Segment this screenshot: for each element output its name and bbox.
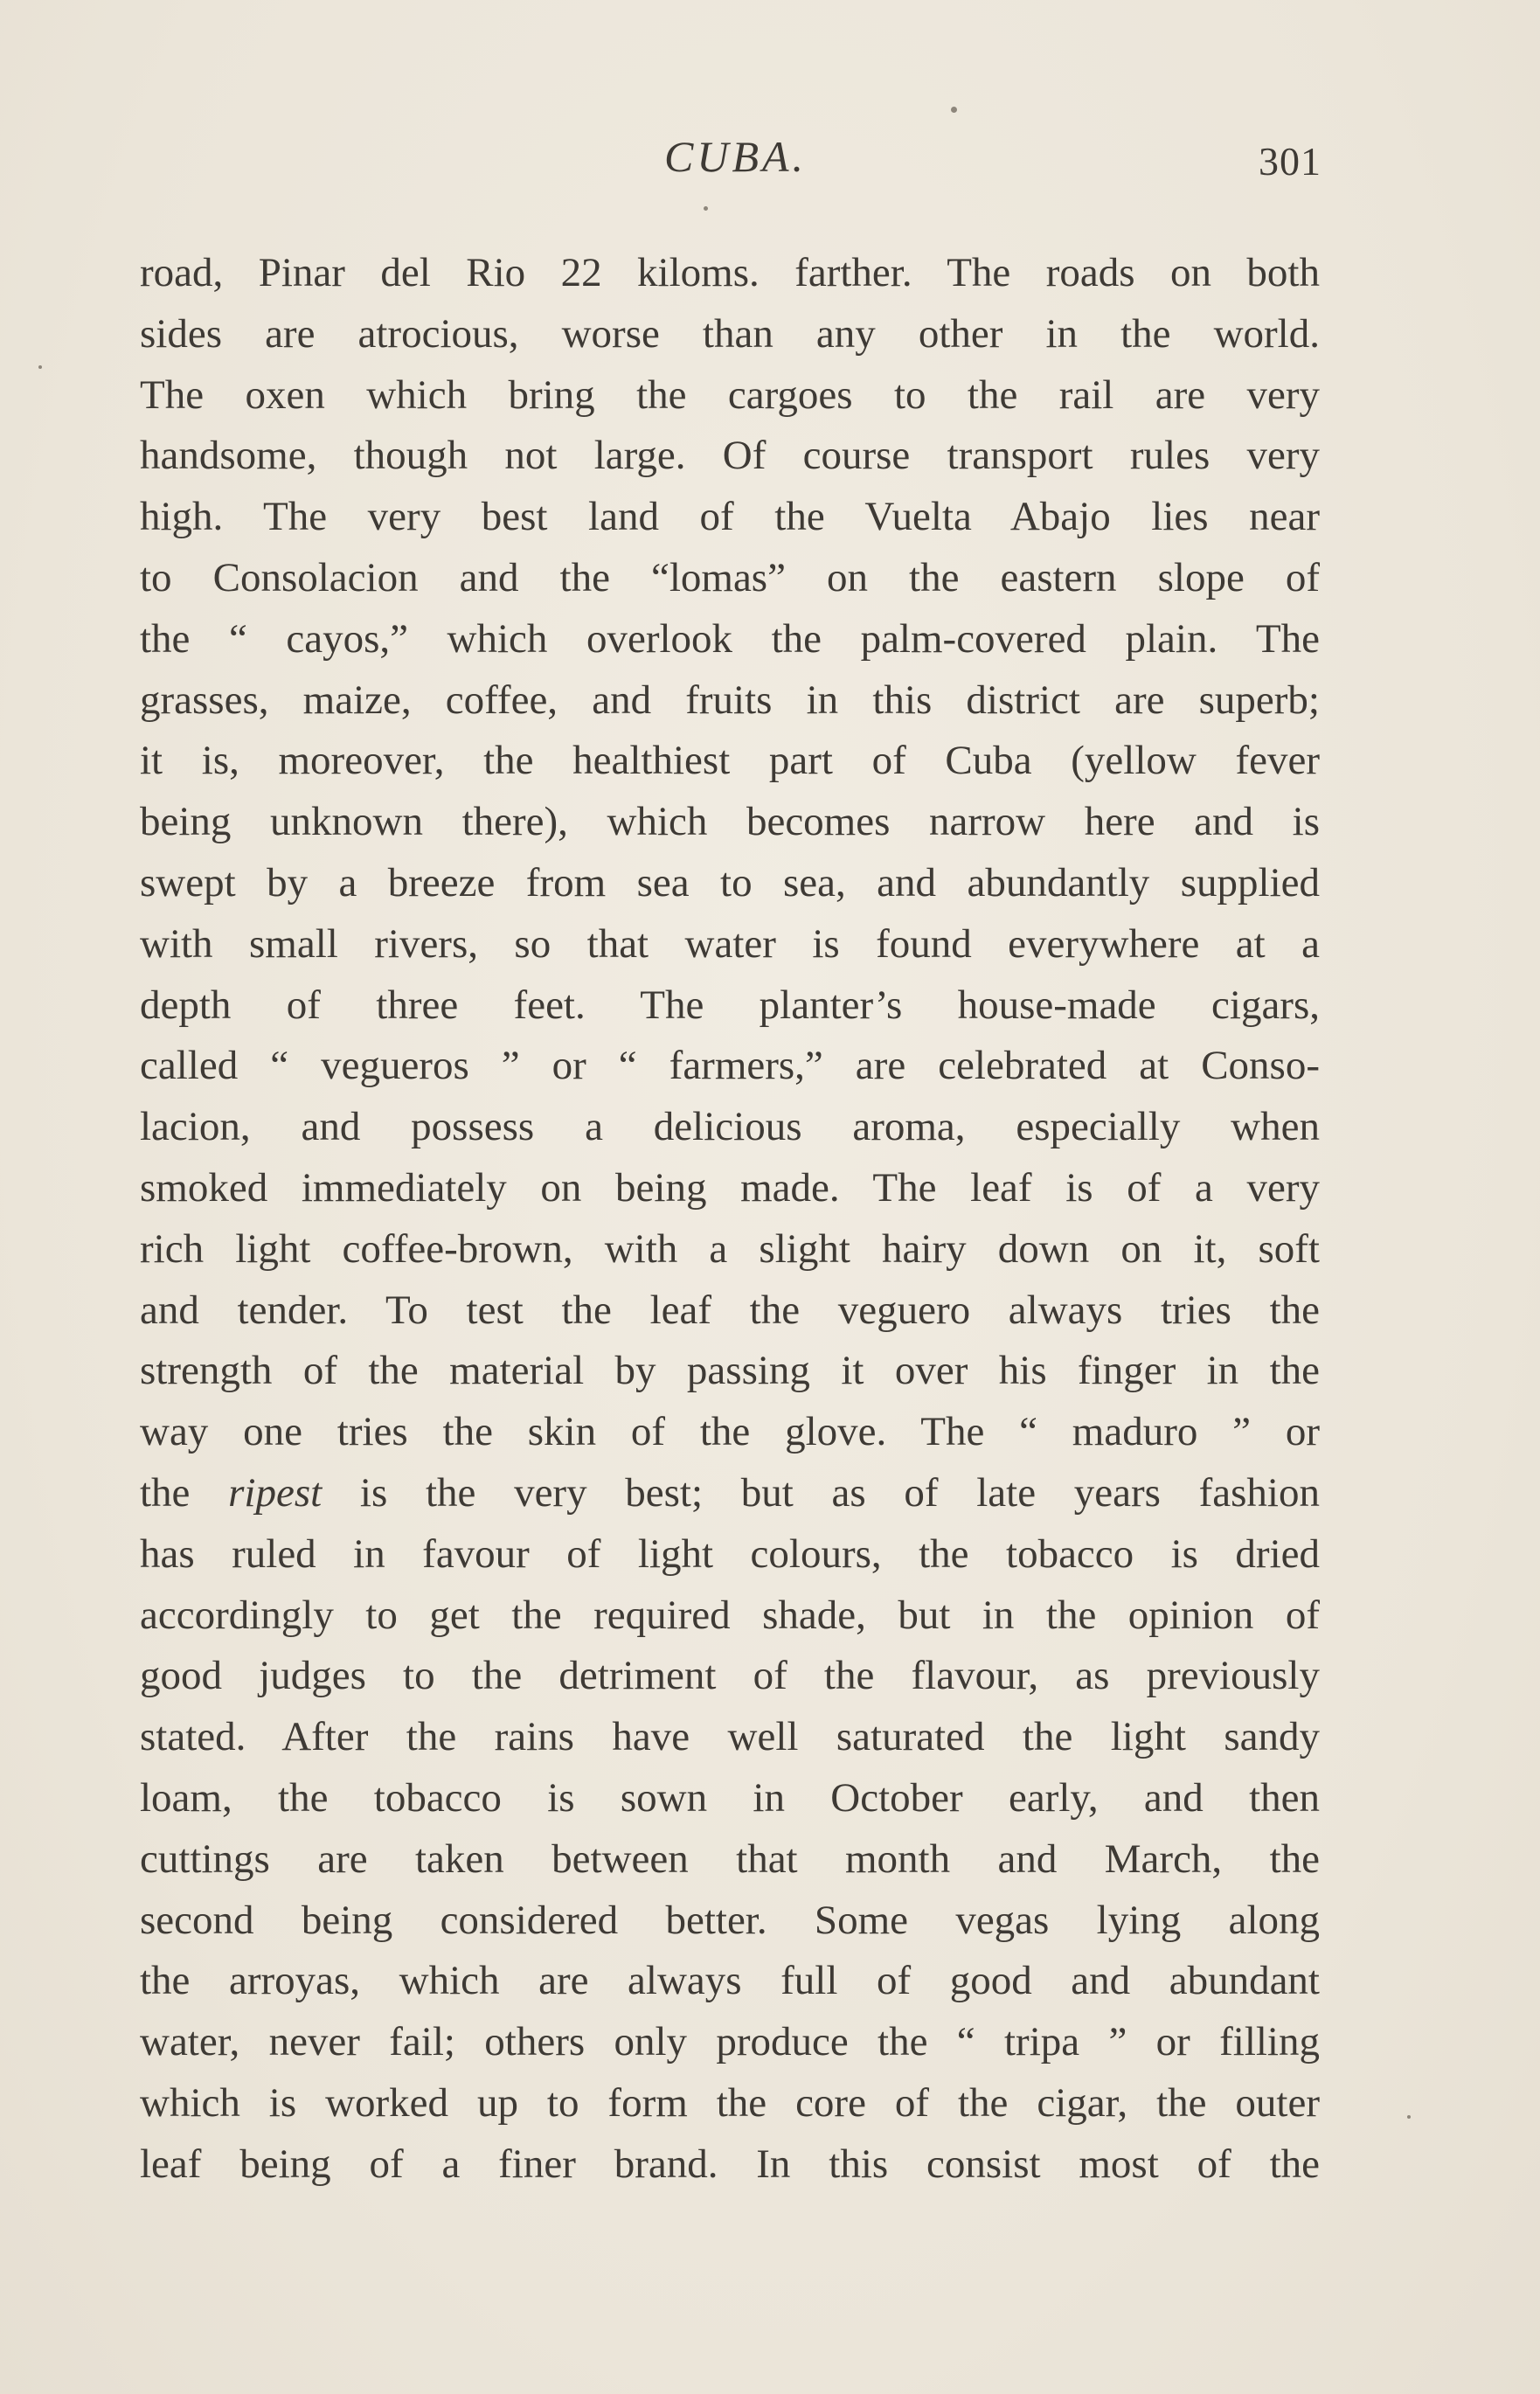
running-header [0,131,1540,192]
text-line: rich light coffee-brown, with a slight hairy down on it, soft [140,1225,1320,1272]
text-line: which is worked up to form the core of the cigar, the outer [140,2079,1320,2126]
text-line: swept by a breeze from sea to sea, and abundantly supplied [140,859,1320,906]
running-title: CUBA. [664,132,808,181]
paper-speck [704,206,708,211]
text-line: and tender. To test the leaf the veguero always tries the [140,1287,1320,1333]
line-text-after: is the very best; but as of late years fashion [322,1469,1320,1516]
text-line: the “ cayos,” which overlook the palm-covered plain. The [140,615,1320,662]
text-line: The oxen which bring the cargoes to the rail are very [140,371,1320,418]
paper-speck [951,107,957,113]
text-line: water, never fail; others only produce the “ tripa ” or filling [140,2019,1320,2065]
text-line: way one tries the skin of the glove. The “ maduro ” or [140,1409,1320,1455]
text-line: second being considered better. Some vegas lying along [140,1897,1320,1943]
text-line: it is, moreover, the healthiest part of Cuba (yellow fever [140,738,1320,784]
text-line: loam, the tobacco is sown in October early, and then [140,1774,1320,1821]
text-line: to Consolacion and the “lomas” on the eastern slope of [140,554,1320,600]
text-line: leaf being of a finer brand. In this consist most of the [140,2141,1320,2187]
text-line: cuttings are taken between that month and March, the [140,1835,1320,1882]
text-line-mixed [140,1463,1320,1524]
text-line: stated. After the rains have well saturated the light sandy [140,1714,1320,1760]
text-line: grasses, maize, coffee, and fruits in this district are superb; [140,677,1320,723]
text-line: smoked immediately on being made. The leaf is of a very [140,1164,1320,1211]
text-line: good judges to the detriment of the flavour, as previously [140,1653,1320,1699]
paper-speck [38,365,42,369]
text-line: lacion, and possess a delicious aroma, especially when [140,1104,1320,1150]
italic-word: ripest [228,1469,323,1516]
text-line: strength of the material by passing it over his finger in the [140,1348,1320,1394]
text-line: road, Pinar del Rio 22 kiloms. farther. The roads on both [140,250,1320,295]
line-text-before: the [140,1469,229,1516]
text-line: high. The very best land of the Vuelta Abajo lies near [140,494,1320,540]
page-number: 301 [1259,139,1321,184]
text-line: called “ vegueros ” or “ farmers,” are celebrated at Conso- [140,1043,1320,1089]
paper-speck [1407,2115,1411,2119]
text-line: depth of three feet. The planter’s house-made cigars, [140,982,1320,1028]
text-line: the arroyas, which are always full of good and abundant [140,1958,1320,2004]
text-line: accordingly to get the required shade, but in the opinion of [140,1592,1320,1638]
body-text [140,243,1320,2196]
text-line: being unknown there), which becomes narrow here and is [140,799,1320,845]
text-line: handsome, though not large. Of course transport rules very [140,433,1320,479]
text-line: has ruled in favour of light colours, the tobacco is dried [140,1530,1320,1577]
text-line: sides are atrocious, worse than any other in the world. [140,310,1320,357]
text-line: with small rivers, so that water is found everywhere at a [140,920,1320,967]
